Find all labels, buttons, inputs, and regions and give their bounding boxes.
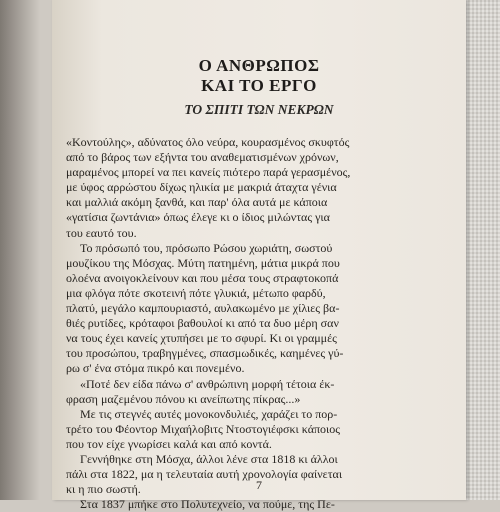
text-line: με ύφος αρρώστου δίχως ηλικία με μακριά άταχτα γένια <box>66 180 337 195</box>
text-line: από το βάρος των εξήντα του αναθεματισμένων χρόνων, <box>66 150 339 165</box>
text-line: φραση μαζεμένου πόνου κι ανείπωτης πίκρας...» <box>66 391 301 406</box>
text-line: πάλι στα 1822, μα η τελευταία αυτή χρονολογία φαίνεται <box>66 467 343 482</box>
text-line: θιές ρυτίδες, κρόταφοι βαθουλοί κι από τα δυο μέρη σαν <box>66 316 339 331</box>
text-line: μια φλόγα πότε σκοτεινή πότε γλυκιά, μέτωπο φαρδύ, <box>66 285 326 300</box>
text-line: «Ποτέ δεν είδα πάνω σ' ανθρώπινη μορφή τέτοια έκ- <box>80 376 335 391</box>
text-line: πλατύ, μεγάλο καμπουριαστό, αυλακωμένο με χίλιες βα- <box>66 301 340 316</box>
text-line: του εαυτό του. <box>66 225 137 240</box>
text-line: που τον είχε γνωρίσει καλά και από κοντά. <box>66 436 272 451</box>
text-line: ρω σ' ένα στόμα πικρό και πονεμένο. <box>66 361 245 376</box>
text-line: Με τις στεγνές αυτές μονοκονδυλιές, χαράζει το πορ- <box>80 406 338 421</box>
text-line: του προσώπου, τραβηγμένες, σπασμωδικές, καημένες γύ- <box>66 346 344 361</box>
book-gutter-shadow <box>0 0 40 500</box>
text-line: Στα 1837 μπήκε στο Πολυτεχνείο, να πούμε, της Πε- <box>80 497 335 512</box>
text-line: ολοένα ανοιγοκλείνουν και που μέσα τους στραφτοκοπά <box>66 270 339 285</box>
text-line: κι η πιο σωστή. <box>66 482 141 497</box>
body-text <box>66 135 458 512</box>
text-line: Το πρόσωπό του, πρόσωπο Ρώσου χωριάτη, σωστού <box>80 240 333 255</box>
text-line: Γεννήθηκε στη Μόσχα, άλλοι λένε στα 1818 κι άλλοι <box>80 451 338 466</box>
page-number: 7 <box>256 478 262 492</box>
text-line: μουζίκου της Μόσχας. Μύτη πατημένη, μάτια μικρά που <box>66 255 340 270</box>
text-line: τρέτο του Φέοντορ Μιχαήλοβιτς Ντοστογιέφσκι κάποιος <box>66 421 341 436</box>
fabric-background <box>462 0 500 500</box>
section-title: ΤΟ ΣΠΙΤΙ ΤΩΝ ΝΕΚΡΩΝ <box>184 102 334 117</box>
text-line: να τους έχει κανείς χτυπήσει με το σφυρί. Κι οι γραμμές <box>66 331 337 346</box>
chapter-title-line2: ΚΑΙ ΤΟ ΕΡΓΟ <box>201 76 317 95</box>
text-line: μαραμένος μπορεί να πει κανείς πιότερο παρά γερασμένος, <box>66 165 351 180</box>
text-line: και μαλλιά ακόμη ξανθά, και παρ' όλα αυτά με κάποια <box>66 195 328 210</box>
chapter-title-line1: Ο ΑΝΘΡΩΠΟΣ <box>198 56 320 75</box>
book-page <box>52 0 466 512</box>
text-line: «γατίσια ζωντάνια» όπως έλεγε κι ο ίδιος μιλώντας για <box>66 210 330 225</box>
text-line: «Κοντούλης», αδύνατος όλο νεύρα, κουρασμένος σκυφτός <box>66 135 350 149</box>
